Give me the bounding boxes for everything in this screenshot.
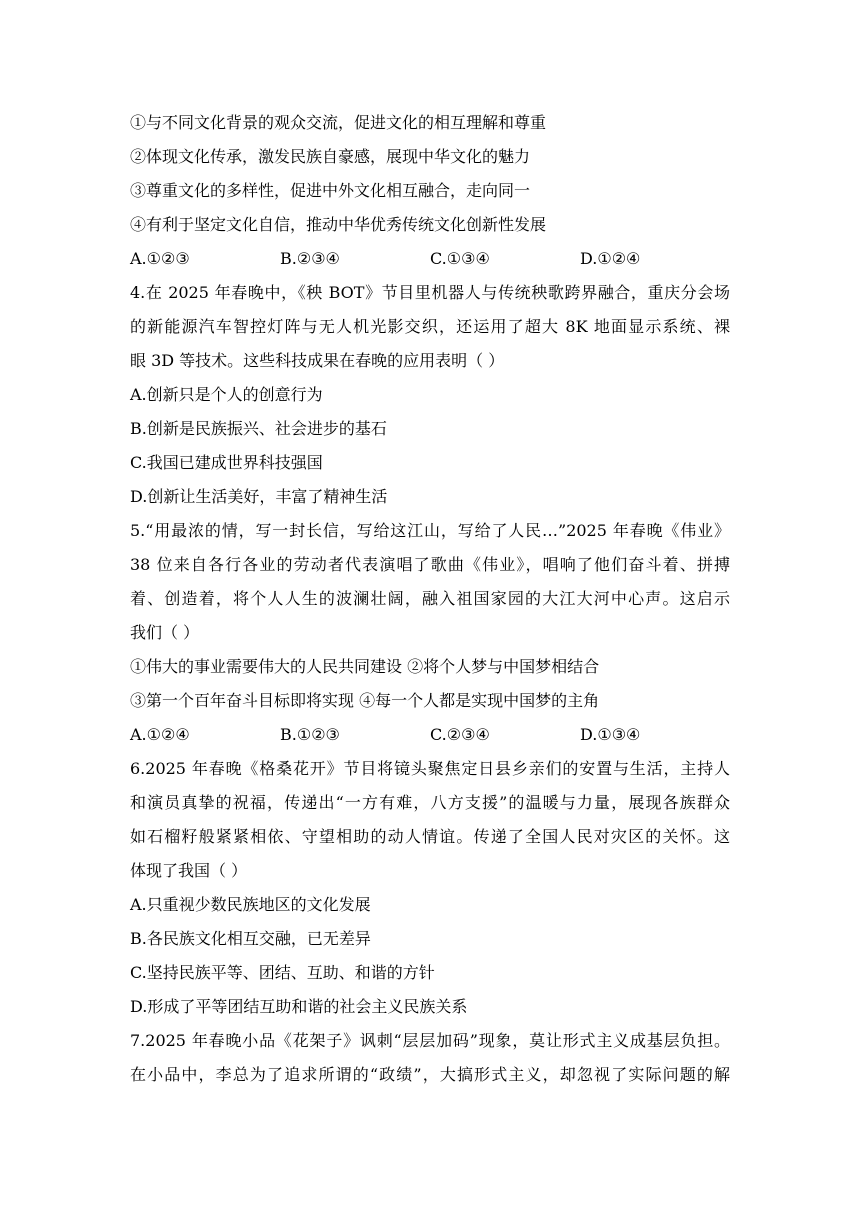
q6-stem-line-3: 如石榴籽般紧紧相依、守望相助的动人情谊。传递了全国人民对灾区的关怀。这 [130,827,730,846]
q4-option-a: A.创新只是个人的创意行为 [130,385,323,404]
q6-option-b: B.各民族文化相互交融，已无差异 [130,929,371,948]
q5-option-a: A.①②④ [130,725,190,744]
q5-option-b: B.①②③ [280,725,340,744]
q6-stem-line-4: 体现了我国（ ） [130,861,248,880]
q5-option-d: D.①③④ [580,725,641,744]
q7-stem-line-2: 在小品中，李总为了追求所谓的“政绩”，大搞形式主义，却忽视了实际问题的解 [130,1065,730,1084]
q5-option-c: C.②③④ [430,725,490,744]
q7-stem-line-1: 7.2025 年春晚小品《花架子》讽刺“层层加码”现象，莫让形式主义成基层负担。 [130,1031,730,1050]
q4-option-b: B.创新是民族振兴、社会进步的基石 [130,419,387,438]
q5-stem-line-2: 38 位来自各行各业的劳动者代表演唱了歌曲《伟业》，唱响了他们奋斗着、拼搏 [130,555,730,574]
q5-stem-line-4: 我们（ ） [130,623,200,642]
q3-item-2: ②体现文化传承，激发民族自豪感，展现中华文化的魅力 [130,147,531,166]
q3-options [130,242,730,276]
q5-item-line-2: ③第一个百年奋斗目标即将实现 ④每一个人都是实现中国梦的主角 [130,691,600,710]
q3-option-b: B.②③④ [280,249,340,268]
q4-stem-line-3: 眼 3D 等技术。这些科技成果在春晚的应用表明（ ） [130,351,505,370]
q6-option-d: D.形成了平等团结互助和谐的社会主义民族关系 [130,997,468,1016]
q3-item-1: ①与不同文化背景的观众交流，促进文化的相互理解和尊重 [130,113,547,132]
question-6 [130,752,730,1024]
q6-option-c: C.坚持民族平等、团结、互助、和谐的方针 [130,963,435,982]
q4-stem-line-2: 的新能源汽车智控灯阵与无人机光影交织，还运用了超大 8K 地面显示系统、裸 [130,317,730,336]
q3-option-c: C.①③④ [430,249,490,268]
q5-stem-line-1: 5.“用最浓的情，写一封长信，写给这江山，写给了人民…”2025 年春晚《伟业》 [130,521,730,540]
exam-page [130,106,730,1092]
q3-item-4: ④有利于坚定文化自信，推动中华优秀传统文化创新性发展 [130,215,547,234]
q5-item-line-1: ①伟大的事业需要伟大的人民共同建设 ②将个人梦与中国梦相结合 [130,657,600,676]
q3-item-3: ③尊重文化的多样性，促进中外文化相互融合，走向同一 [130,181,531,200]
q4-option-c: C.我国已建成世界科技强国 [130,453,323,472]
q6-option-a: A.只重视少数民族地区的文化发展 [130,895,371,914]
q3-option-d: D.①②④ [580,249,641,268]
q4-option-d: D.创新让生活美好，丰富了精神生活 [130,487,388,506]
q4-stem-line-1: 4.在 2025 年春晚中，《秧 BOT》节目里机器人与传统秧歌跨界融合，重庆分会场 [130,283,730,302]
question-4 [130,276,730,514]
question-5 [130,514,730,752]
q5-stem-line-3: 着、创造着，将个人人生的波澜壮阔，融入祖国家园的大江大河中心声。这启示 [130,589,730,608]
question-3-items [130,106,730,242]
q3-option-a: A.①②③ [130,249,190,268]
question-7 [130,1024,730,1092]
q6-stem-line-2: 和演员真挚的祝福，传递出“一方有难，八方支援”的温暖与力量，展现各族群众 [130,793,730,812]
q6-stem-line-1: 6.2025 年春晚《格桑花开》节目将镜头聚焦定日县乡亲们的安置与生活，主持人 [130,759,730,778]
q5-options [130,718,730,752]
